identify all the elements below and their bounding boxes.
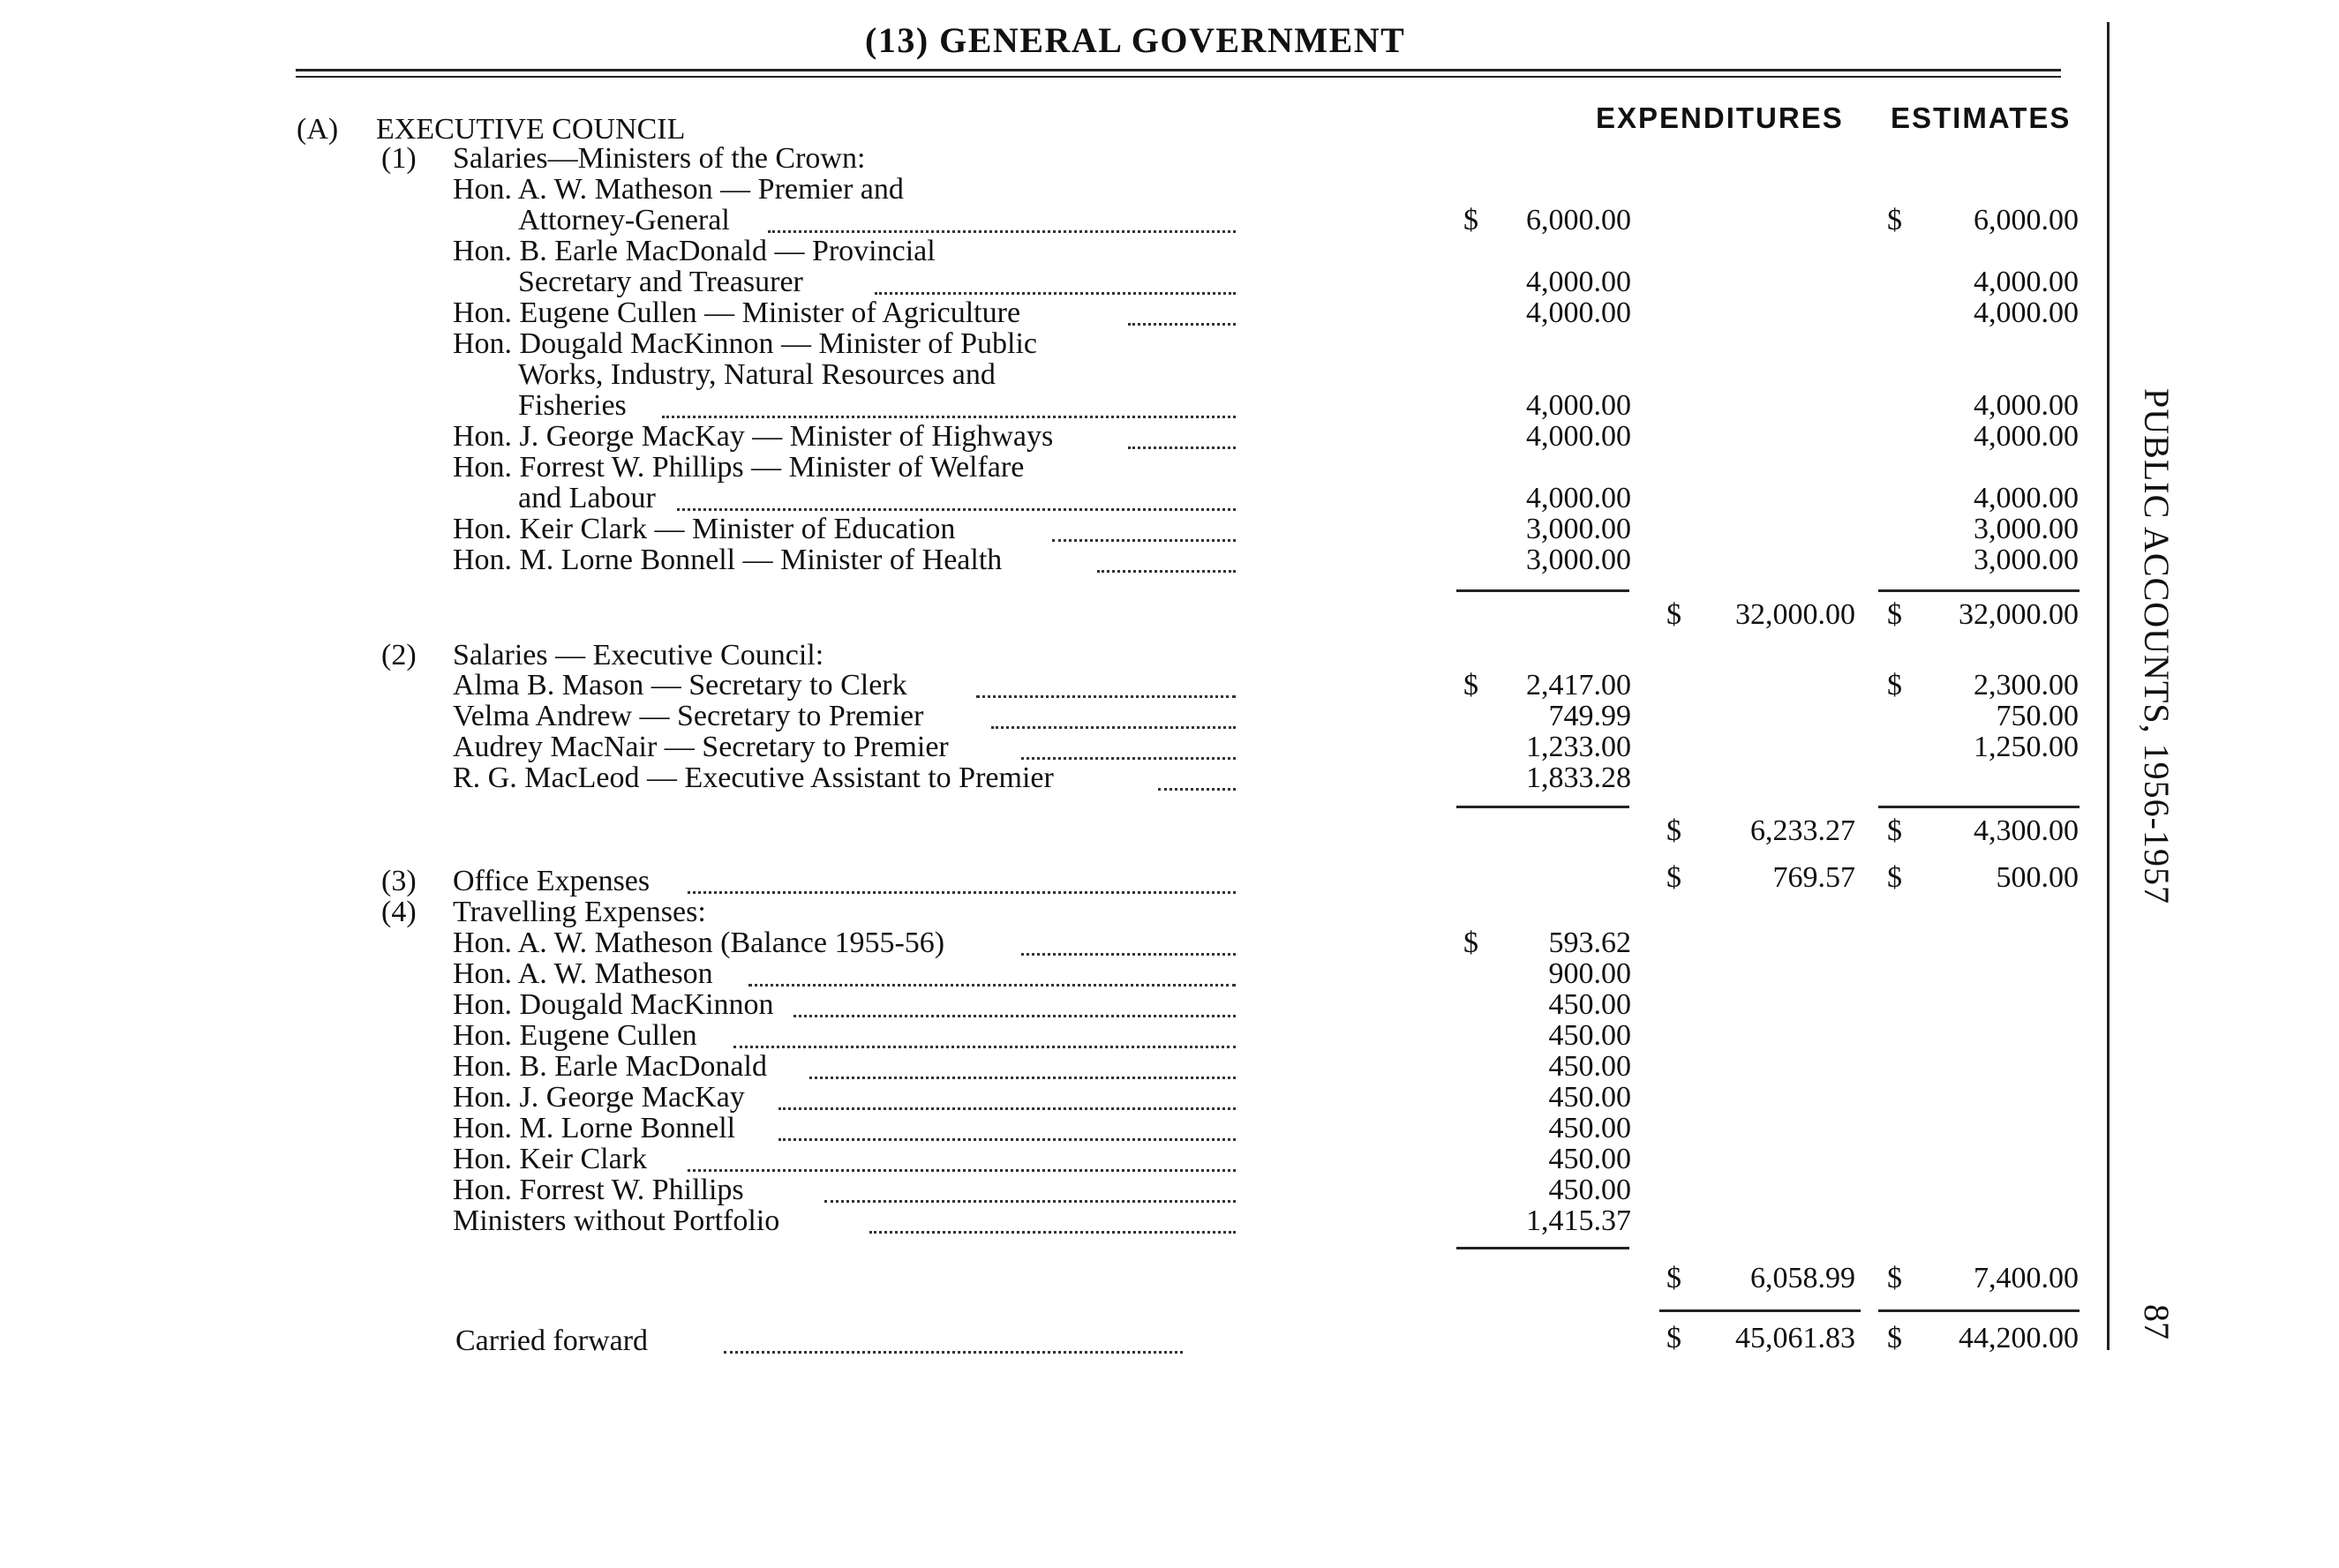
expenditure-detail: 4,000.00 <box>1526 420 1631 453</box>
leader-dots <box>1021 757 1236 760</box>
expenditure-detail: 6,000.00 <box>1526 204 1631 236</box>
line-item-text: R. G. MacLeod — Executive Assistant to Premier <box>453 761 1054 794</box>
leader-dots <box>1158 788 1236 791</box>
expenditure-detail: 1,233.00 <box>1526 731 1631 763</box>
estimate-value: 3,000.00 <box>1974 544 2079 576</box>
dollar-sign: $ <box>1666 814 1681 847</box>
estimate-value: 4,000.00 <box>1974 420 2079 453</box>
line-item-text: Hon. Forrest W. Phillips — Minister of Welfare <box>453 451 1025 484</box>
subtotal-estimate: 7,400.00 <box>1974 1262 2079 1294</box>
leader-dots <box>809 1077 1236 1079</box>
page-number: 87 <box>2137 1304 2177 1339</box>
total-rule <box>1878 589 2080 592</box>
leader-dots <box>991 726 1236 729</box>
leader-dots <box>1128 323 1236 326</box>
estimate-value: 4,000.00 <box>1974 296 2079 329</box>
line-item-text: Attorney-General <box>518 204 730 236</box>
leader-dots <box>875 292 1236 295</box>
leader-dots <box>724 1351 1183 1354</box>
line-item-text: Velma Andrew — Secretary to Premier <box>453 700 924 732</box>
expenditure-detail: 593.62 <box>1548 927 1631 959</box>
leader-dots <box>793 1015 1236 1017</box>
subtotal-expenditure: 6,233.27 <box>1750 814 1855 847</box>
estimate-value: 4,000.00 <box>1974 266 2079 298</box>
expenditure-detail: 450.00 <box>1548 1019 1631 1052</box>
line-item-text: Hon. A. W. Matheson — Premier and <box>453 173 904 206</box>
expenditure-detail: 2,417.00 <box>1526 669 1631 701</box>
subsection-heading: Salaries — Executive Council: <box>453 639 824 671</box>
expenditure-detail: 4,000.00 <box>1526 266 1631 298</box>
expenditure-detail: 450.00 <box>1548 1050 1631 1083</box>
leader-dots <box>662 416 1236 418</box>
leader-dots <box>1021 953 1236 956</box>
subtotal-estimate: 4,300.00 <box>1974 814 2079 847</box>
carried-forward-label: Carried forward <box>455 1324 649 1357</box>
expenditure-detail: 450.00 <box>1548 988 1631 1021</box>
leader-dots <box>748 984 1236 987</box>
estimate-value: 2,300.00 <box>1974 669 2079 701</box>
expenditure-detail: 1,833.28 <box>1526 761 1631 794</box>
title-rule <box>296 69 2061 71</box>
subsection-label: (4) <box>381 896 417 928</box>
dollar-sign: $ <box>1887 669 1902 701</box>
title-rule-double <box>296 76 2061 78</box>
subsection-heading: Travelling Expenses: <box>453 896 706 928</box>
leader-dots <box>768 230 1236 233</box>
line-item-text: Hon. J. George MacKay <box>453 1081 745 1114</box>
dollar-sign: $ <box>1887 204 1902 236</box>
estimate-value: 4,000.00 <box>1974 389 2079 422</box>
line-item-text: and Labour <box>518 482 656 514</box>
line-item-text: Audrey MacNair — Secretary to Premier <box>453 731 949 763</box>
dollar-sign: $ <box>1463 927 1478 959</box>
expenditure-detail: 900.00 <box>1548 957 1631 990</box>
page-title: (13) GENERAL GOVERNMENT <box>865 20 1406 60</box>
line-item-text: Hon. Forrest W. Phillips <box>453 1174 744 1206</box>
expenditure-detail: 450.00 <box>1548 1112 1631 1144</box>
estimate-value: 750.00 <box>1996 700 2079 732</box>
expenditure-detail: 4,000.00 <box>1526 389 1631 422</box>
total-rule <box>1456 806 1629 808</box>
line-item-text: Hon. Keir Clark <box>453 1143 648 1175</box>
leader-dots <box>824 1200 1236 1203</box>
leader-dots <box>778 1138 1236 1141</box>
line-item-text: Hon. Dougald MacKinnon <box>453 988 774 1021</box>
subsection-label: (2) <box>381 639 417 671</box>
dollar-sign: $ <box>1887 861 1902 894</box>
expenditure-detail: 450.00 <box>1548 1174 1631 1206</box>
dollar-sign: $ <box>1463 669 1478 701</box>
line-item-text: Hon. Eugene Cullen — Minister of Agriculture <box>453 296 1021 329</box>
line-item-text: Fisheries <box>518 389 627 422</box>
carried-forward-estimate: 44,200.00 <box>1959 1322 2079 1354</box>
subtotal-expenditure: 6,058.99 <box>1750 1262 1855 1294</box>
dollar-sign: $ <box>1666 1262 1681 1294</box>
subsection-label: (3) <box>381 865 417 897</box>
office-expenditure: 769.57 <box>1772 861 1855 894</box>
total-rule <box>1878 1309 2080 1312</box>
section-title: EXECUTIVE COUNCIL <box>376 113 686 146</box>
line-item-text: Office Expenses <box>453 865 651 897</box>
leader-dots <box>778 1107 1236 1110</box>
line-item-text: Hon. Eugene Cullen <box>453 1019 697 1052</box>
total-rule <box>1878 806 2080 808</box>
dollar-sign: $ <box>1666 598 1681 631</box>
subtotal-expenditure: 32,000.00 <box>1735 598 1855 631</box>
leader-dots <box>976 695 1236 698</box>
estimate-value: 1,250.00 <box>1974 731 2079 763</box>
leader-dots <box>677 508 1236 511</box>
carried-forward-expenditure: 45,061.83 <box>1735 1322 1855 1354</box>
expenditures-header: EXPENDITURES <box>1596 101 1844 134</box>
section-label: (A) <box>297 113 339 146</box>
line-item-text: Hon. Dougald MacKinnon — Minister of Public <box>453 327 1037 360</box>
estimates-header: ESTIMATES <box>1891 101 2072 134</box>
leader-dots <box>1097 570 1236 573</box>
line-item-text: Hon. A. W. Matheson <box>453 957 713 990</box>
total-rule <box>1456 589 1629 592</box>
line-item-text: Secretary and Treasurer <box>518 266 803 298</box>
subsection-heading: Salaries—Ministers of the Crown: <box>453 142 866 175</box>
margin-rule <box>2107 22 2110 1350</box>
expenditure-detail: 749.99 <box>1548 700 1631 732</box>
dollar-sign: $ <box>1666 1322 1681 1354</box>
dollar-sign: $ <box>1887 598 1902 631</box>
dollar-sign: $ <box>1463 204 1478 236</box>
expenditure-detail: 3,000.00 <box>1526 513 1631 545</box>
line-item-text: Hon. M. Lorne Bonnell — Minister of Health <box>453 544 1003 576</box>
line-item-text: Hon. B. Earle MacDonald <box>453 1050 767 1083</box>
total-rule <box>1659 1309 1861 1312</box>
line-item-text: Alma B. Mason — Secretary to Clerk <box>453 669 907 701</box>
leader-dots <box>733 1046 1236 1048</box>
line-item-text: Hon. B. Earle MacDonald — Provincial <box>453 235 936 267</box>
estimate-value: 3,000.00 <box>1974 513 2079 545</box>
expenditure-detail: 4,000.00 <box>1526 296 1631 329</box>
total-rule <box>1456 1247 1629 1249</box>
leader-dots <box>688 891 1236 894</box>
line-item-text: Hon. M. Lorne Bonnell <box>453 1112 736 1144</box>
running-head: PUBLIC ACCOUNTS, 1956-1957 <box>2137 388 2177 904</box>
estimate-value: 4,000.00 <box>1974 482 2079 514</box>
subtotal-estimate: 32,000.00 <box>1959 598 2079 631</box>
dollar-sign: $ <box>1887 814 1902 847</box>
leader-dots <box>869 1231 1236 1234</box>
line-item-text: Hon. Keir Clark — Minister of Education <box>453 513 956 545</box>
leader-dots <box>1128 446 1236 449</box>
dollar-sign: $ <box>1887 1262 1902 1294</box>
leader-dots <box>1052 539 1236 542</box>
dollar-sign: $ <box>1887 1322 1902 1354</box>
expenditure-detail: 450.00 <box>1548 1143 1631 1175</box>
leader-dots <box>688 1169 1236 1172</box>
estimate-value: 6,000.00 <box>1974 204 2079 236</box>
expenditure-detail: 1,415.37 <box>1526 1204 1631 1237</box>
expenditure-detail: 4,000.00 <box>1526 482 1631 514</box>
line-item-text: Hon. J. George MacKay — Minister of Highways <box>453 420 1054 453</box>
expenditure-detail: 3,000.00 <box>1526 544 1631 576</box>
dollar-sign: $ <box>1666 861 1681 894</box>
line-item-text: Ministers without Portfolio <box>453 1204 780 1237</box>
subsection-label: (1) <box>381 142 417 175</box>
expenditure-detail: 450.00 <box>1548 1081 1631 1114</box>
line-item-text: Works, Industry, Natural Resources and <box>518 358 996 391</box>
line-item-text: Hon. A. W. Matheson (Balance 1955-56) <box>453 927 945 959</box>
office-estimate: 500.00 <box>1996 861 2079 894</box>
